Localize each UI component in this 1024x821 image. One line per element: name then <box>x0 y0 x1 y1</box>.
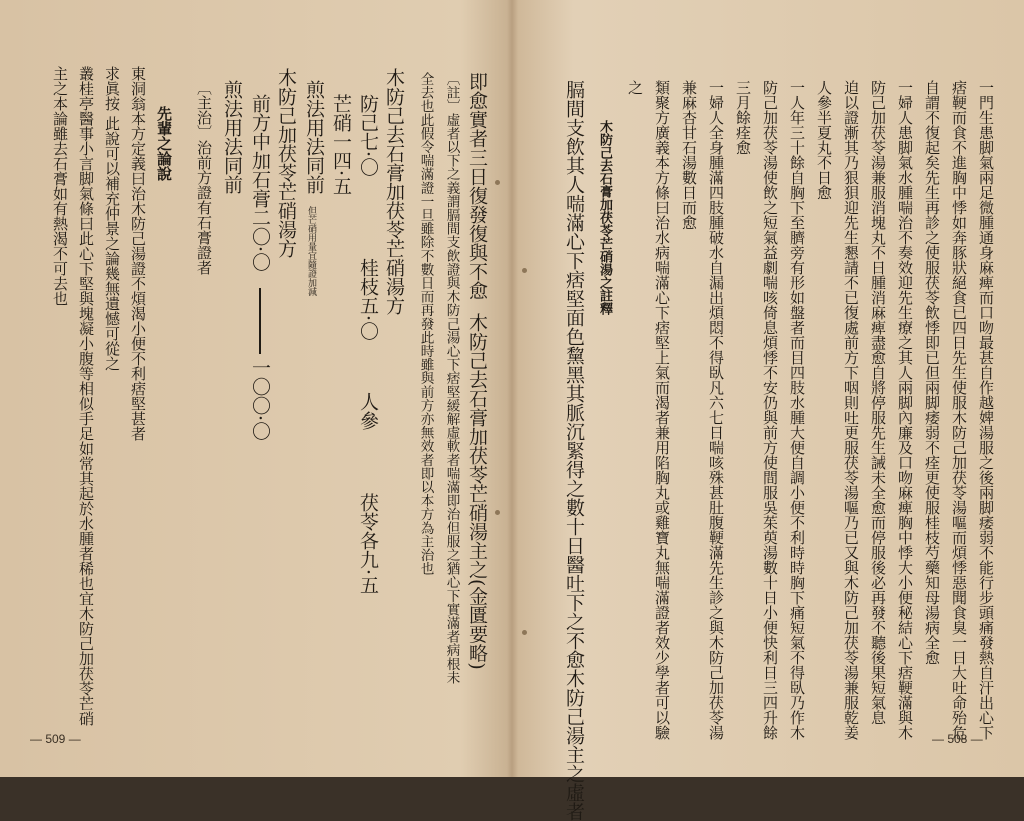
case-line-1: 一門生患脚氣兩足微腫通身麻痺而口吻最甚自作越婢湯服之後兩脚痿弱不能行步頭痛發熱自汗出心下 <box>977 80 995 740</box>
ingredient-guizhi: 桂枝五·〇 <box>357 258 379 341</box>
note-line-2: 全去也此假令喘滿證一旦雖除不數日而再發此時雖與前方亦無效者即以本方為主治也 <box>417 72 434 576</box>
commentary-heading: 先輩之論說 <box>155 106 173 181</box>
method-line-1: 煎法用法同前 <box>303 80 325 194</box>
left-page <box>0 0 508 777</box>
case-line-11: 一婦人全身腫滿四肢腫破水自漏出煩悶不得臥凡六七日喘咳殊甚肚腹鞕滿先生診之與木防己加茯苓湯 <box>707 80 725 740</box>
formula-title: 木防己去石膏加茯苓芒硝湯方 <box>383 68 405 315</box>
case-line-14: 之 <box>626 80 644 95</box>
dash-rule <box>259 288 261 354</box>
case-line-6: 迫以證漸其乃狠狽迎先生懇請不已復處前方下咽則吐更服茯苓湯嘔乃已又與木防己加茯苓湯兼服乾姜 <box>842 80 860 740</box>
right-page <box>512 0 1024 821</box>
case-line-10: 三月餘痊愈 <box>734 80 752 155</box>
case-line-2: 痞鞕而食不進胸中悸如奔豚狀絕食已四日先生使服木防己加茯苓湯嘔而煩悸惡聞食臭一日大吐命殆危 <box>950 80 968 740</box>
commentary-line-4: 主之本論雖去石膏如有熱渴不可去也 <box>51 66 69 306</box>
method-line-2: 煎法用法同前 <box>221 80 243 194</box>
section-heading: 木防己去石膏加茯苓芒硝湯之註釋 <box>597 120 612 315</box>
binding-hole <box>522 268 527 273</box>
ingredient-renshen: 人參 <box>357 392 379 430</box>
note-line-1: 〔註〕虛者以下之義謂膈間支飲證與木防己湯心下痞堅緩解虛軟者喘滿即治但服之猶心下實滿者病根未 <box>443 72 460 684</box>
case-line-7: 人參半夏丸不日愈 <box>815 80 833 200</box>
method-note: 但芒硝用量宜隨證加減 <box>306 206 316 296</box>
indication: 〔主治〕治前方證有石膏證者 <box>195 80 213 275</box>
case-line-9: 防己加茯苓湯使飲之短氣益劇喘咳倚息煩悸不安仍與前方使間服吳茱萸湯數十日小便快利日三四升餘 <box>761 80 779 740</box>
formula-line-1b: 木防己去石膏加茯苓芒硝湯主之(金匱要略) <box>466 313 488 670</box>
ingredient-total: 一〇〇·〇 <box>249 358 271 441</box>
binding-hole <box>522 630 527 635</box>
case-line-8: 一人年三十餘自胸下至臍旁有形如盤者而目四肢水腫大便自調小便不利時時胸下痛短氣不得臥乃作木 <box>788 80 806 740</box>
binding-hole <box>495 180 500 185</box>
ingredient-fangji: 防己七·〇 <box>357 94 379 177</box>
case-line-3: 自謂不復起矣先生再診之使服茯苓飲悸即已但兩脚痿弱不痊更使服桂枝芍藥知母湯病全愈 <box>923 80 941 665</box>
ingredient-fuling: 茯苓各九·五 <box>357 493 379 595</box>
case-line-13: 類聚方廣義本方條曰治水病喘滿心下痞堅上氣而渴者兼用陷胸丸或雞寶丸無喘滿證者效少學者可以驗 <box>653 80 671 740</box>
ingredient-mangxiao: 芒硝一四·五 <box>330 94 352 196</box>
commentary-line-1: 東洞翁本方定義曰治木防己湯證不煩渴小便不利痞堅甚者 <box>129 66 147 441</box>
formula-title-2: 木防己加茯苓芒硝湯方 <box>275 68 297 258</box>
section-line-1: 膈間支飲其人喘滿心下痞堅面色黧黑其脈沉緊得之數十日醫吐下之不愈木防己湯主之虛者 <box>563 80 585 821</box>
case-line-12: 兼麻杏甘石湯數日而愈 <box>680 80 698 230</box>
commentary-line-2: 求眞按 此說可以補充仲景之論幾無遺憾可從之 <box>103 66 121 371</box>
ingredient-shigao: 前方中加石膏二〇·〇 <box>249 94 271 272</box>
formula-line-1: 即愈實者三日復發復與不愈 <box>466 72 488 300</box>
case-line-5: 防己加茯苓湯兼服消塊丸不日腫消麻痺盡愈自將停服先生誡未全愈而停服後必再發不聽後果短氣息 <box>869 80 887 725</box>
page-number-right: — 508 — <box>932 732 983 746</box>
page-number-left: — 509 — <box>30 732 81 746</box>
binding-hole <box>495 510 500 515</box>
case-line-4: 一婦人患脚氣水腫喘治不奏效迎先生療之其人兩脚內廉及口吻麻痺胸中悸大小便秘結心下痞鞕滿與木 <box>896 80 914 740</box>
commentary-line-3: 叢桂亭醫事小言脚氣條曰此心下堅與塊凝小腹等相似手足如常其起於水腫者稀也宜木防己加茯苓芒硝 <box>77 66 95 726</box>
